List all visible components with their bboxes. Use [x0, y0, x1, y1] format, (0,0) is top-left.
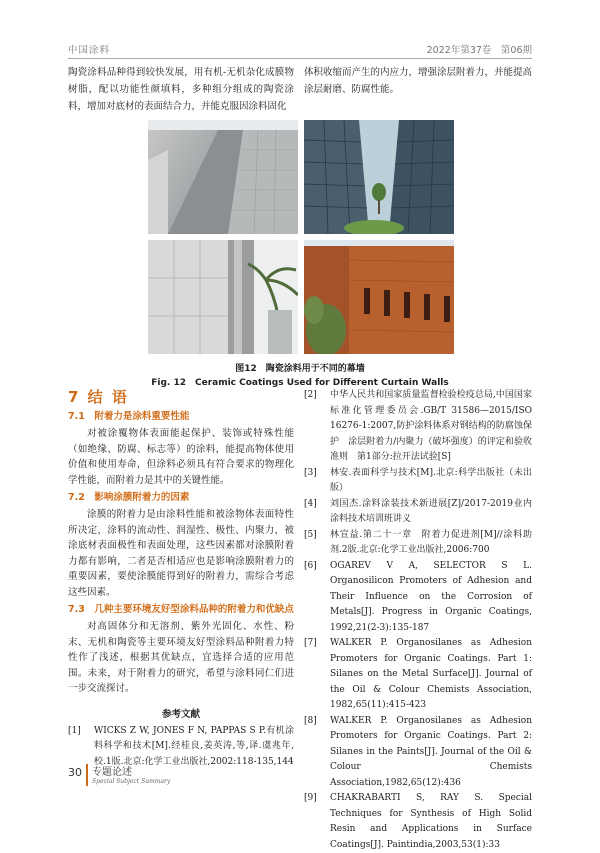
reference-item — [304, 714, 532, 792]
reference-text: WALKER P. Organosilanes as Adhesion Promoters for Organic Coatings. Part 1: Silanes on the Metal Surface[J]. Journal of the Oil & Colour Chemists Association, 1982,65(11):415-423 — [330, 638, 532, 710]
issue-info: 2022年第37卷 第06期 — [426, 45, 532, 56]
subsection-7-3-text: 对高固体分和无溶剂、紫外光固化、水性、粉末、无机和陶瓷等主要环境友好型涂料品种附着力特性作了浅述，根据其优缺点，宜选择合适的应用范围。未来，对于附着力的研究，希望与涂料同仁们进一步交流探讨。 — [68, 621, 294, 694]
figure-caption-en: Fig. 12 Ceramic Coatings Used for Different Curtain Walls — [151, 378, 449, 388]
figure-caption-cn: 图12 陶瓷涂料用于不同的幕墙 — [235, 364, 365, 374]
reference-text: WICKS Z W, JONES F N, PAPPAS S P.有机涂料科学和技术[M].经桂良,姜英涛,等,译.虞兆年,校.1版.北京:化学工业出版社,2002:118-135,144 — [94, 725, 294, 767]
reference-item — [304, 636, 532, 714]
photo-glass-atrium — [304, 120, 454, 234]
photo-terracotta-facade — [304, 240, 454, 354]
reference-number: [6] — [304, 560, 317, 571]
reference-number: [9] — [304, 793, 317, 803]
reference-text: 林安.表面科学与技术[M].北京:科学出版社（未出版） — [330, 467, 532, 493]
reference-number: [8] — [304, 715, 317, 726]
reference-item — [304, 497, 532, 528]
reference-text: 中华人民共和国家质量监督检验检疫总局,中国国家标准化管理委员会.GB/T 31586—2015/ISO 16276-1:2007,防护涂料体系对钢结构的防腐蚀保护 涂层附着力/内聚力（破坏强度）的评定和验收准则 第1部分:拉开法试验[S] — [330, 390, 532, 462]
reference-number: [1] — [68, 725, 81, 736]
reference-text: OGAREV V A, SELECTOR S L. Organosilicon Promoters of Adhesion and Their Influence on the Corrosion of Metals[J]. Progress in Organic Coatings, 1992,21(2-3):135-187 — [330, 560, 532, 633]
subsection-7-2-title: 7.2 影响涂膜附着力的因素 — [68, 492, 190, 503]
reference-text: 刘国杰.涂料涂装技术新进展[Z]/2017-2019业内涂料技术培训班讲义 — [330, 498, 532, 524]
reference-number: [4] — [304, 498, 317, 509]
reference-item — [304, 559, 532, 637]
right-column — [304, 388, 532, 853]
reference-number: [2] — [304, 390, 317, 400]
reference-number: [3] — [304, 467, 317, 478]
page-number: 30 — [68, 766, 82, 779]
subsection-7-1-text: 对被涂覆物体表面能起保护、装饰或特殊性能（如绝缘、防腐、标志等）的涂料，能提高物体使用价值和使用寿命，但涂料必须具有符合要求的物理化学性能，而附着力是其中的关键性能。 — [68, 428, 294, 486]
reference-text: CHAKRABARTI S, RAY S. Special Techniques for Synthesis of High Solid Resin and Applications in Surface Coatings[J]. Paintindia,2003,53(1):33 — [330, 793, 532, 850]
section-title: 7 结 语 — [68, 388, 129, 406]
subsection-7-1-title: 7.1 附着力是涂料重要性能 — [68, 411, 190, 422]
reference-item — [304, 528, 532, 559]
reference-item — [304, 388, 532, 466]
subsection-7-3-title: 7.3 几种主要环境友好型涂料品种的附着力和优缺点 — [68, 604, 294, 615]
reference-item — [304, 791, 532, 853]
subsection-7-2-text: 涂膜的附着力是由涂料性能和被涂物体表面特性所决定，涂料的流动性、润湿性、极性、内聚力，被涂底材表面极性和表面处理，这些因素都对涂膜附着力都有影响，二者是否相适应也是影响涂膜附着力的重要因素，要使涂膜能得到好的附着力，需综合考虑这些因素。 — [68, 509, 294, 598]
journal-name: 中国涂料 — [68, 45, 111, 56]
column-name-cn: 专题论述 — [92, 767, 132, 778]
reference-text: 林宣益.第二十一章 附着力促进剂[M]//涂料助剂.2版.北京:化学工业出版社,2006:700 — [330, 529, 532, 555]
intro-left-text: 陶瓷涂料品种得到较快发展，用有机-无机杂化成膜物树脂，配以功能性颜填料，多种组分组成的陶瓷涂料，增加对底材的表面结合力，并能克服因涂料固化 — [68, 67, 294, 112]
photo-perforated-facade — [148, 120, 298, 234]
footer-accent-bar — [86, 764, 88, 786]
reference-text: WALKER P. Organosilanes as Adhesion Promoters for Organic Coatings. Part 2: Silanes in the Paints[J]. Journal of the Oil & Colour Chemists Association,1982,65(12):436 — [330, 715, 532, 788]
figure-12 — [148, 120, 454, 354]
intro-right-text: 体积收缩而产生的内应力，增强涂层附着力，并能提高涂层耐磨、防腐性能。 — [304, 67, 533, 95]
photo-metal-cladding — [148, 240, 298, 354]
header-rule — [68, 58, 532, 59]
references-title: 参考文献 — [161, 708, 200, 720]
left-column — [68, 386, 294, 770]
column-name-en: Special Subject Summary — [92, 778, 171, 785]
reference-number: [5] — [304, 529, 317, 540]
reference-number: [7] — [304, 638, 317, 648]
reference-item — [304, 466, 532, 497]
